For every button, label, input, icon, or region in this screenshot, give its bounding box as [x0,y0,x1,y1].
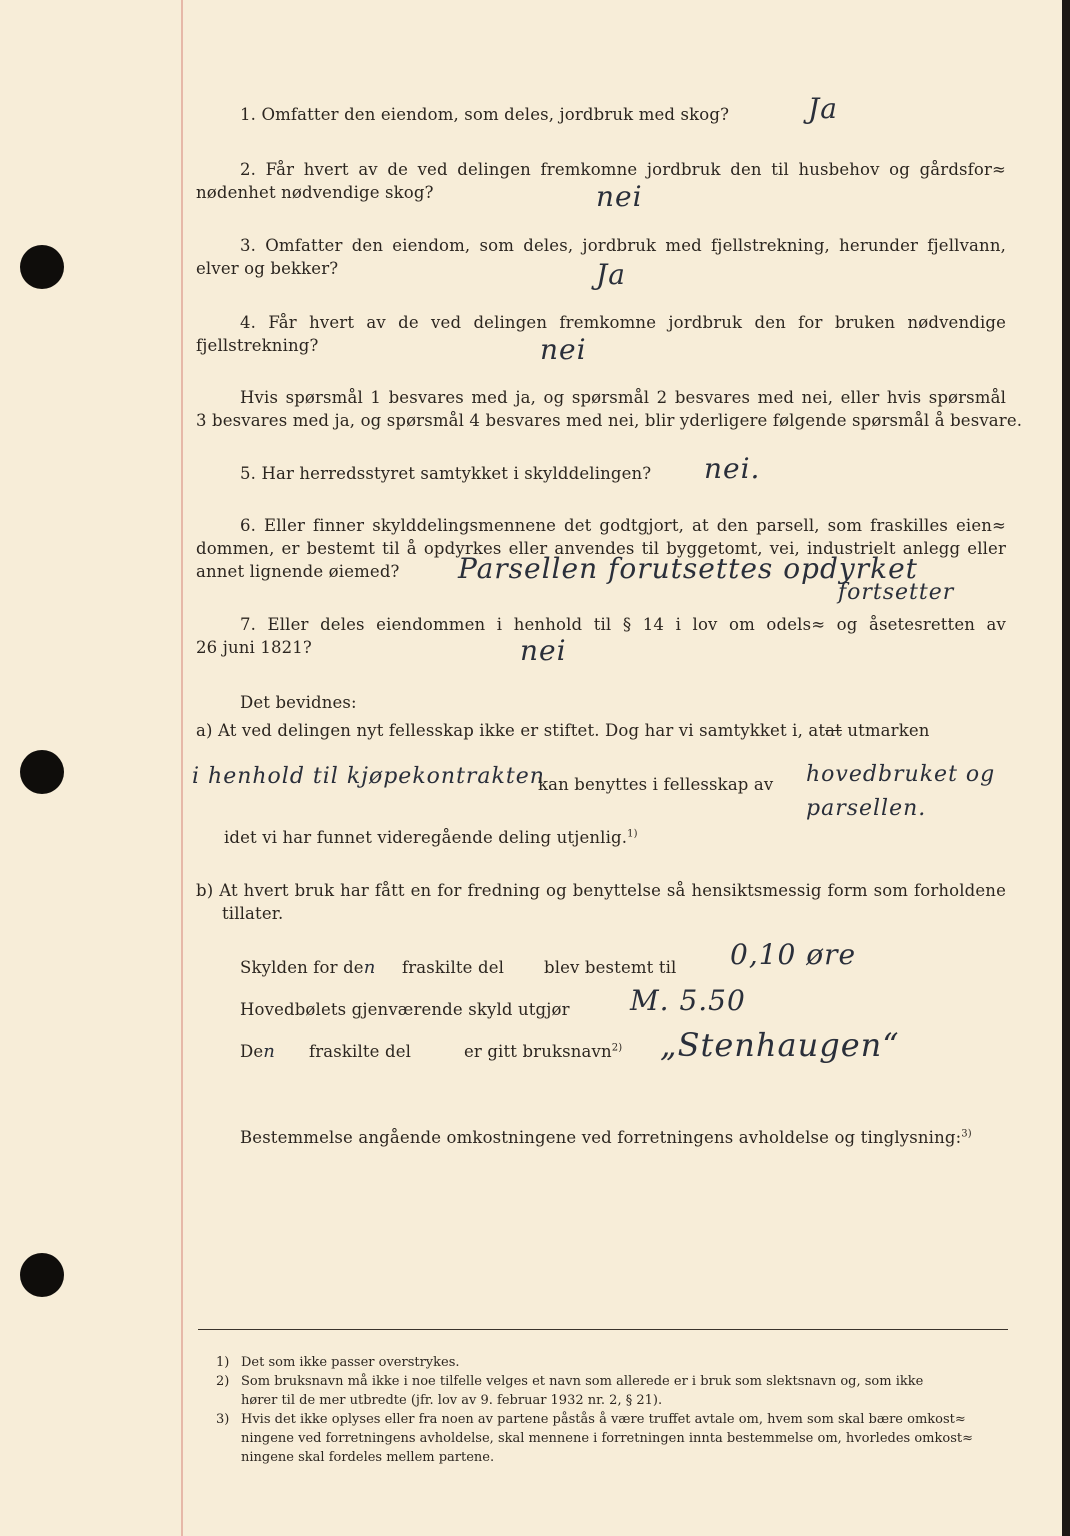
kostnader-label [240,1126,972,1149]
question-2-line-1: 2. Får hvert av de ved delingen fremkomne jordbruk den til husbehov og gårdsfor≈ [240,160,1006,179]
question-3-line-2: elver og bekker? [196,259,339,278]
certification-heading: Det bevidnes: [240,693,357,712]
bruksnavn-label-3 [464,1040,622,1063]
bruksnavn-label-1: De [240,1042,264,1061]
skyld-label-3: blev bestemt til [544,958,677,977]
question-7-line-2: 26 juni 1821? [196,638,312,657]
hovedbol-label: Hovedbølets gjenværende skyld utgjør [240,1000,570,1019]
struck-word: at [825,721,842,740]
bruksnavn-value-handwritten: „Stenhaugen“ [660,1026,900,1064]
conditional-line-1: Hvis spørsmål 1 besvares med ja, og spørsmål 2 besvares med nei, eller hvis spørsmål [240,388,1006,407]
footnote-divider [198,1329,1008,1330]
question-4-line-2: fjellstrekning? [196,336,319,355]
certification-a-line-2: kan benyttes i fellesskap av [538,775,774,794]
footnote-1-number: 1) [216,1355,230,1370]
footnote-3-line-3: ningene skal fordeles mellem partene. [241,1450,495,1465]
punch-hole [20,1253,64,1297]
certification-b-line-1: b) At hvert bruk har fått en for fredning og benyttelse så hensiktsmessig form som forholdene [196,881,1006,900]
question-5: 5. Har herredsstyret samtykket i skylddelingen? [240,464,652,483]
scan-edge [1062,0,1070,1536]
bruksnavn-label-2: fraskilte del [309,1042,412,1061]
bruksnavn-label [240,1040,276,1063]
certification-a-utmarken: utmarken [847,721,930,740]
skyld-label-2: fraskilte del [402,958,505,977]
answer-2-handwritten: nei [596,180,643,213]
certification-a-text: a) At ved delingen nyt fellesskap ikke er stiftet. Dog har vi samtykket i, at [196,721,826,740]
footnote-3-line-1: Hvis det ikke oplyses eller fra noen av partene påstås å være truffet avtale om, hvem som skal bære omkost≈ [241,1412,966,1427]
question-2-line-2: nødenhet nødvendige skog? [196,183,434,202]
bruksnavn-label-3-text: er gitt bruksnavn [464,1042,612,1061]
answer-5-handwritten: nei. [704,452,761,485]
punch-hole [20,750,64,794]
answer-6-handwritten-line-1: Parsellen forutsettes opdyrket [458,552,918,585]
certification-a-line-3-text: idet vi har funnet videregående deling utjenlig. [224,828,628,847]
answer-7-handwritten: nei [520,634,567,667]
question-3-line-1: 3. Omfatter den eiendom, som deles, jordbruk med fjellstrekning, herunder fjellvann, [240,236,1006,255]
conditional-line-2: 3 besvares med ja, og spørsmål 4 besvares med nei, blir yderligere følgende spørsmål å besvare. [196,411,1023,430]
question-4-line-1: 4. Får hvert av de ved delingen fremkomne jordbruk den for bruken nødvendige [240,313,1006,332]
punch-hole [20,245,64,289]
handwritten-contract-reference: i henhold til kjøpekontrakten [192,764,545,789]
footnote-ref-3: 3) [961,1128,972,1140]
answer-4-handwritten: nei [540,333,587,366]
kostnader-label-text: Bestemmelse angående omkostningene ved forretningens avholdelse og tinglysning: [240,1128,962,1147]
handwritten-users-1: hovedbruket og [806,762,996,787]
certification-a-line-1 [196,719,930,742]
hovedbol-value-handwritten: M. 5.50 [630,984,746,1017]
margin-rule [181,0,183,1536]
footnote-2-number: 2) [216,1374,230,1389]
certification-a-line-3 [224,826,638,849]
question-6-line-3: annet lignende øiemed? [196,562,400,581]
skyld-label-handwritten: n [363,957,377,978]
answer-1-handwritten: Ja [808,92,838,125]
footnote-ref-1: 1) [627,828,638,840]
skyld-value-handwritten: 0,10 øre [730,938,857,971]
footnote-1-line-1: Det som ikke passer overstrykes. [241,1355,460,1370]
footnote-2-line-2: hører til de mer utbredte (jfr. lov av 9. februar 1932 nr. 2, § 21). [241,1393,663,1408]
question-1: 1. Omfatter den eiendom, som deles, jordbruk med skog? [240,105,730,124]
question-6-line-1: 6. Eller finner skylddelingsmennene det godtgjort, at den parsell, som fraskilles eien≈ [240,516,1006,535]
question-6-line-2: dommen, er bestemt til å opdyrkes eller anvendes til byggetomt, vei, industrielt anlegg eller [196,539,1006,558]
skyld-label [240,956,376,979]
footnote-3-number: 3) [216,1412,230,1427]
question-7-line-1: 7. Eller deles eiendommen i henhold til § 14 i lov om odels≈ og åsetesretten av [240,615,1006,634]
footnote-3-line-2: ningene ved forretningens avholdelse, skal mennene i forretningen innta bestemmelse om, hvorledes omkost≈ [241,1431,973,1446]
handwritten-users-2: parsellen. [806,796,927,821]
footnote-ref-2: 2) [611,1042,623,1054]
answer-3-handwritten: Ja [596,258,626,291]
answer-6-handwritten-line-2: fortsetter [838,580,955,605]
certification-b-line-2: tillater. [222,904,284,923]
footnote-2-line-1: Som bruksnavn må ikke i noe tilfelle velges et navn som allerede er i bruk som slektsnavn og, som ikke [241,1374,924,1389]
skyld-label-1: Skylden for de [240,958,364,977]
bruksnavn-label-handwritten: n [263,1041,276,1062]
